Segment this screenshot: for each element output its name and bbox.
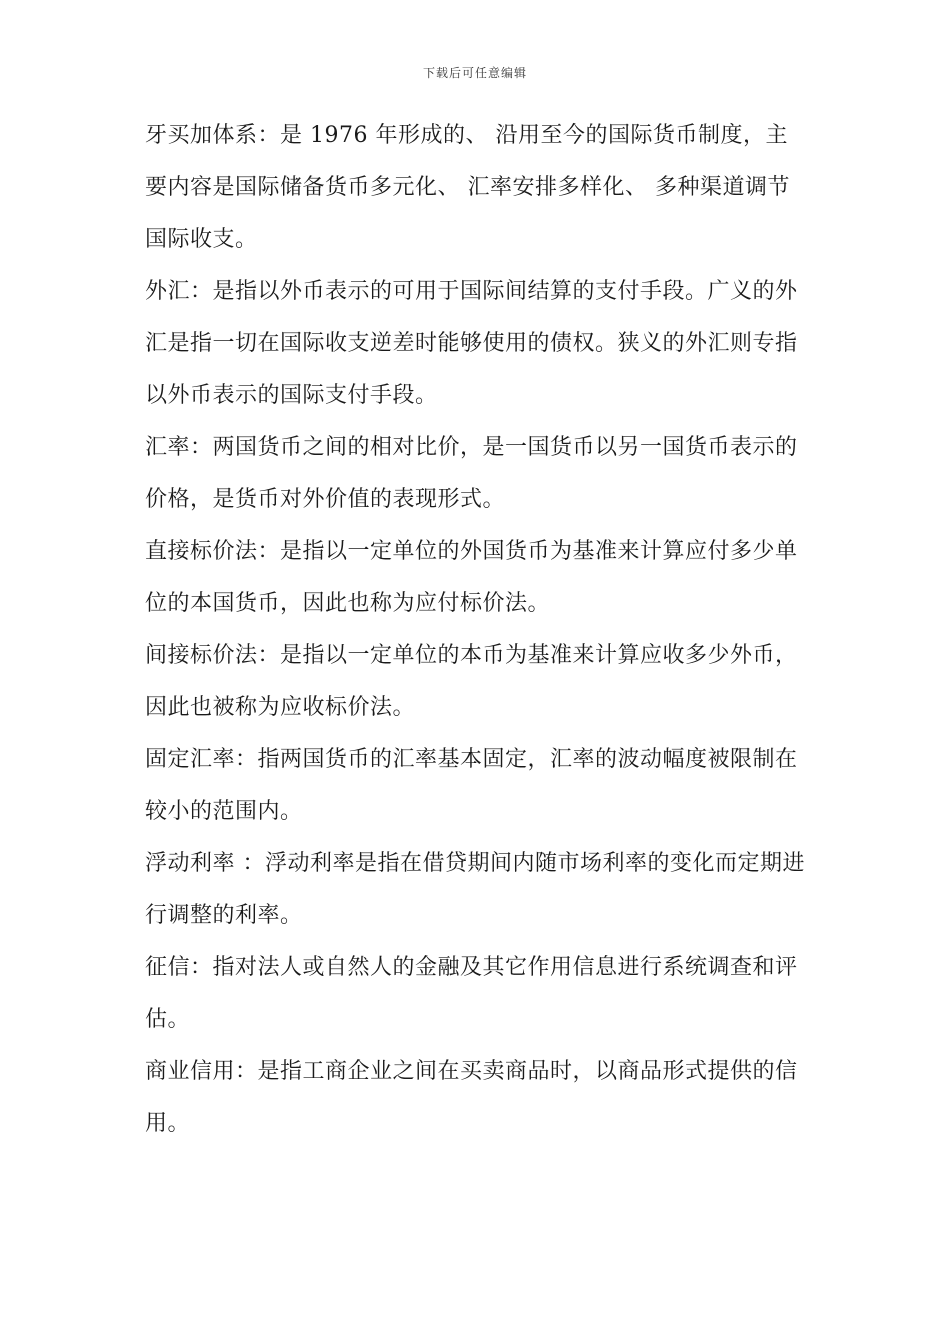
term-fixed-exchange-rate: 固定汇率：指两国货币的汇率基本固定，汇率的波动幅度被限制在较小的范围内。 [145,747,798,824]
document-body [145,110,810,1150]
term-indirect-quotation: 间接标价法：是指以一定单位的本币为基准来计算应收多少外币，因此也被称为应收标价法。 [145,643,798,720]
term-jamaica-system: 牙买加体系：是 1976 年形成的、 沿用至今的国际货币制度，主要内容是国际储备货币多元化、 汇率安排多样化、 多种渠道调节国际收支。 [145,123,790,252]
term-foreign-exchange: 外汇：是指以外币表示的可用于国际间结算的支付手段。广义的外汇是指一切在国际收支逆差时能够使用的债权。狭义的外汇则专指以外币表示的国际支付手段。 [145,279,798,408]
term-direct-quotation: 直接标价法：是指以一定单位的外国货币为基准来计算应付多少单位的本国货币，因此也称为应付标价法。 [145,539,798,616]
term-credit-investigation: 征信：指对法人或自然人的金融及其它作用信息进行系统调查和评估。 [145,955,798,1032]
page-header-note: 下载后可任意编辑 [422,66,527,80]
term-exchange-rate: 汇率：两国货币之间的相对比价，是一国货币以另一国货币表示的价格，是货币对外价值的表现形式。 [145,435,798,512]
term-floating-interest-rate: 浮动利率 ：浮动利率是指在借贷期间内随市场利率的变化而定期进行调整的利率。 [145,851,805,928]
term-commercial-credit: 商业信用：是指工商企业之间在买卖商品时，以商品形式提供的信用。 [145,1059,798,1136]
